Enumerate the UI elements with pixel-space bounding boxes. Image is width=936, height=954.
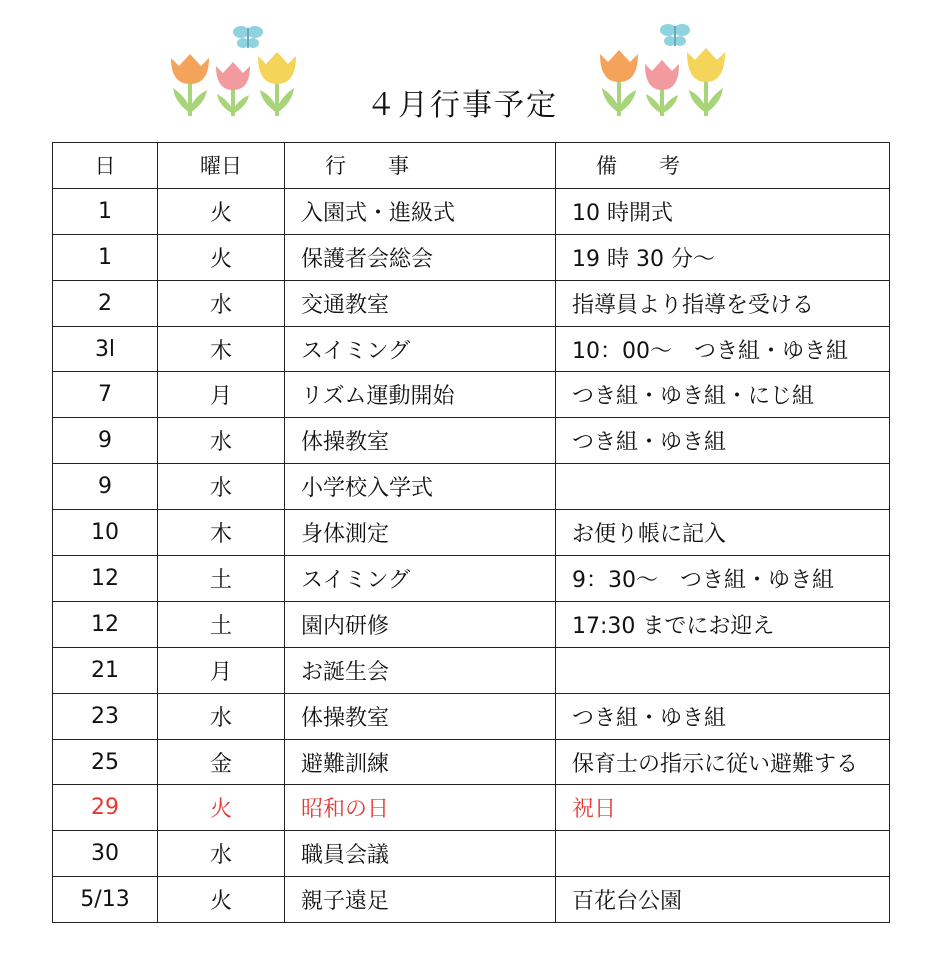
cell-notes: お便り帳に記入 <box>556 510 890 556</box>
table-row <box>53 693 890 739</box>
table-row <box>53 647 890 693</box>
cell-event: 昭和の日 <box>285 785 556 831</box>
cell-event: 避難訓練 <box>285 739 556 785</box>
cell-weekday: 土 <box>158 556 285 602</box>
schedule-rows <box>53 188 890 922</box>
cell-event: 保護者会総会 <box>285 234 556 280</box>
table-header-row <box>53 143 890 189</box>
table-row <box>53 418 890 464</box>
cell-notes: 17:30 までにお迎え <box>556 601 890 647</box>
cell-day: 12 <box>53 601 158 647</box>
cell-weekday: 金 <box>158 739 285 785</box>
cell-event: リズム運動開始 <box>285 372 556 418</box>
cell-weekday: 水 <box>158 831 285 877</box>
cell-day: 30 <box>53 831 158 877</box>
cell-weekday: 月 <box>158 647 285 693</box>
column-header-event: 行 事 <box>285 143 556 189</box>
schedule-table <box>52 142 890 923</box>
cell-day: 2 <box>53 280 158 326</box>
cell-weekday: 水 <box>158 464 285 510</box>
cell-weekday: 木 <box>158 510 285 556</box>
cell-day: 21 <box>53 647 158 693</box>
cell-notes: 10：00〜 つき組・ゆき組 <box>556 326 890 372</box>
cell-day: 25 <box>53 739 158 785</box>
cell-event: 職員会議 <box>285 831 556 877</box>
table-row <box>53 188 890 234</box>
cell-weekday: 木 <box>158 326 285 372</box>
table-row <box>53 877 890 923</box>
column-header-day: 日 <box>53 143 158 189</box>
cell-day: 7 <box>53 372 158 418</box>
cell-event: 身体測定 <box>285 510 556 556</box>
cell-day: 3l <box>53 326 158 372</box>
cell-day: 29 <box>53 785 158 831</box>
cell-day: 9 <box>53 418 158 464</box>
cell-notes: 9：30〜 つき組・ゆき組 <box>556 556 890 602</box>
cell-notes <box>556 647 890 693</box>
table-row <box>53 326 890 372</box>
cell-weekday: 火 <box>158 877 285 923</box>
column-header-weekday: 曜日 <box>158 143 285 189</box>
table-row <box>53 739 890 785</box>
cell-event: 体操教室 <box>285 418 556 464</box>
cell-event: 小学校入学式 <box>285 464 556 510</box>
cell-day: 5/13 <box>53 877 158 923</box>
cell-weekday: 水 <box>158 280 285 326</box>
cell-event: お誕生会 <box>285 647 556 693</box>
table-row <box>53 372 890 418</box>
cell-notes: 祝日 <box>556 785 890 831</box>
cell-weekday: 土 <box>158 601 285 647</box>
cell-day: 23 <box>53 693 158 739</box>
cell-notes: 指導員より指導を受ける <box>556 280 890 326</box>
cell-event: 体操教室 <box>285 693 556 739</box>
cell-weekday: 火 <box>158 188 285 234</box>
cell-notes: つき組・ゆき組・にじ組 <box>556 372 890 418</box>
table-row <box>53 785 890 831</box>
cell-event: 交通教室 <box>285 280 556 326</box>
tulip-orange-icon <box>600 50 638 116</box>
table-row <box>53 556 890 602</box>
cell-day: 10 <box>53 510 158 556</box>
cell-day: 1 <box>53 234 158 280</box>
cell-weekday: 火 <box>158 234 285 280</box>
cell-weekday: 火 <box>158 785 285 831</box>
cell-notes: 百花台公園 <box>556 877 890 923</box>
table-row <box>53 601 890 647</box>
cell-weekday: 水 <box>158 693 285 739</box>
cell-event: 園内研修 <box>285 601 556 647</box>
table-row <box>53 510 890 556</box>
cell-notes: つき組・ゆき組 <box>556 693 890 739</box>
cell-day: 12 <box>53 556 158 602</box>
tulip-yellow-icon <box>687 48 725 116</box>
cell-weekday: 水 <box>158 418 285 464</box>
table-row <box>53 464 890 510</box>
cell-event: スイミング <box>285 326 556 372</box>
column-header-notes: 備 考 <box>556 143 890 189</box>
butterfly-icon <box>233 26 263 48</box>
cell-event: 親子遠足 <box>285 877 556 923</box>
table-row <box>53 831 890 877</box>
table-row <box>53 234 890 280</box>
tulip-pink-icon <box>645 60 679 116</box>
page-title: ４月行事予定 <box>366 88 558 123</box>
cell-notes <box>556 464 890 510</box>
cell-day: 1 <box>53 188 158 234</box>
cell-notes: 保育士の指示に従い避難する <box>556 739 890 785</box>
cell-notes: つき組・ゆき組 <box>556 418 890 464</box>
tulips-butterfly-icon <box>594 18 734 118</box>
table-row <box>53 280 890 326</box>
cell-notes <box>556 831 890 877</box>
cell-event: スイミング <box>285 556 556 602</box>
cell-weekday: 月 <box>158 372 285 418</box>
cell-notes: 19 時 30 分〜 <box>556 234 890 280</box>
cell-event: 入園式・進級式 <box>285 188 556 234</box>
butterfly-icon <box>660 24 690 46</box>
cell-day: 9 <box>53 464 158 510</box>
cell-notes: 10 時開式 <box>556 188 890 234</box>
